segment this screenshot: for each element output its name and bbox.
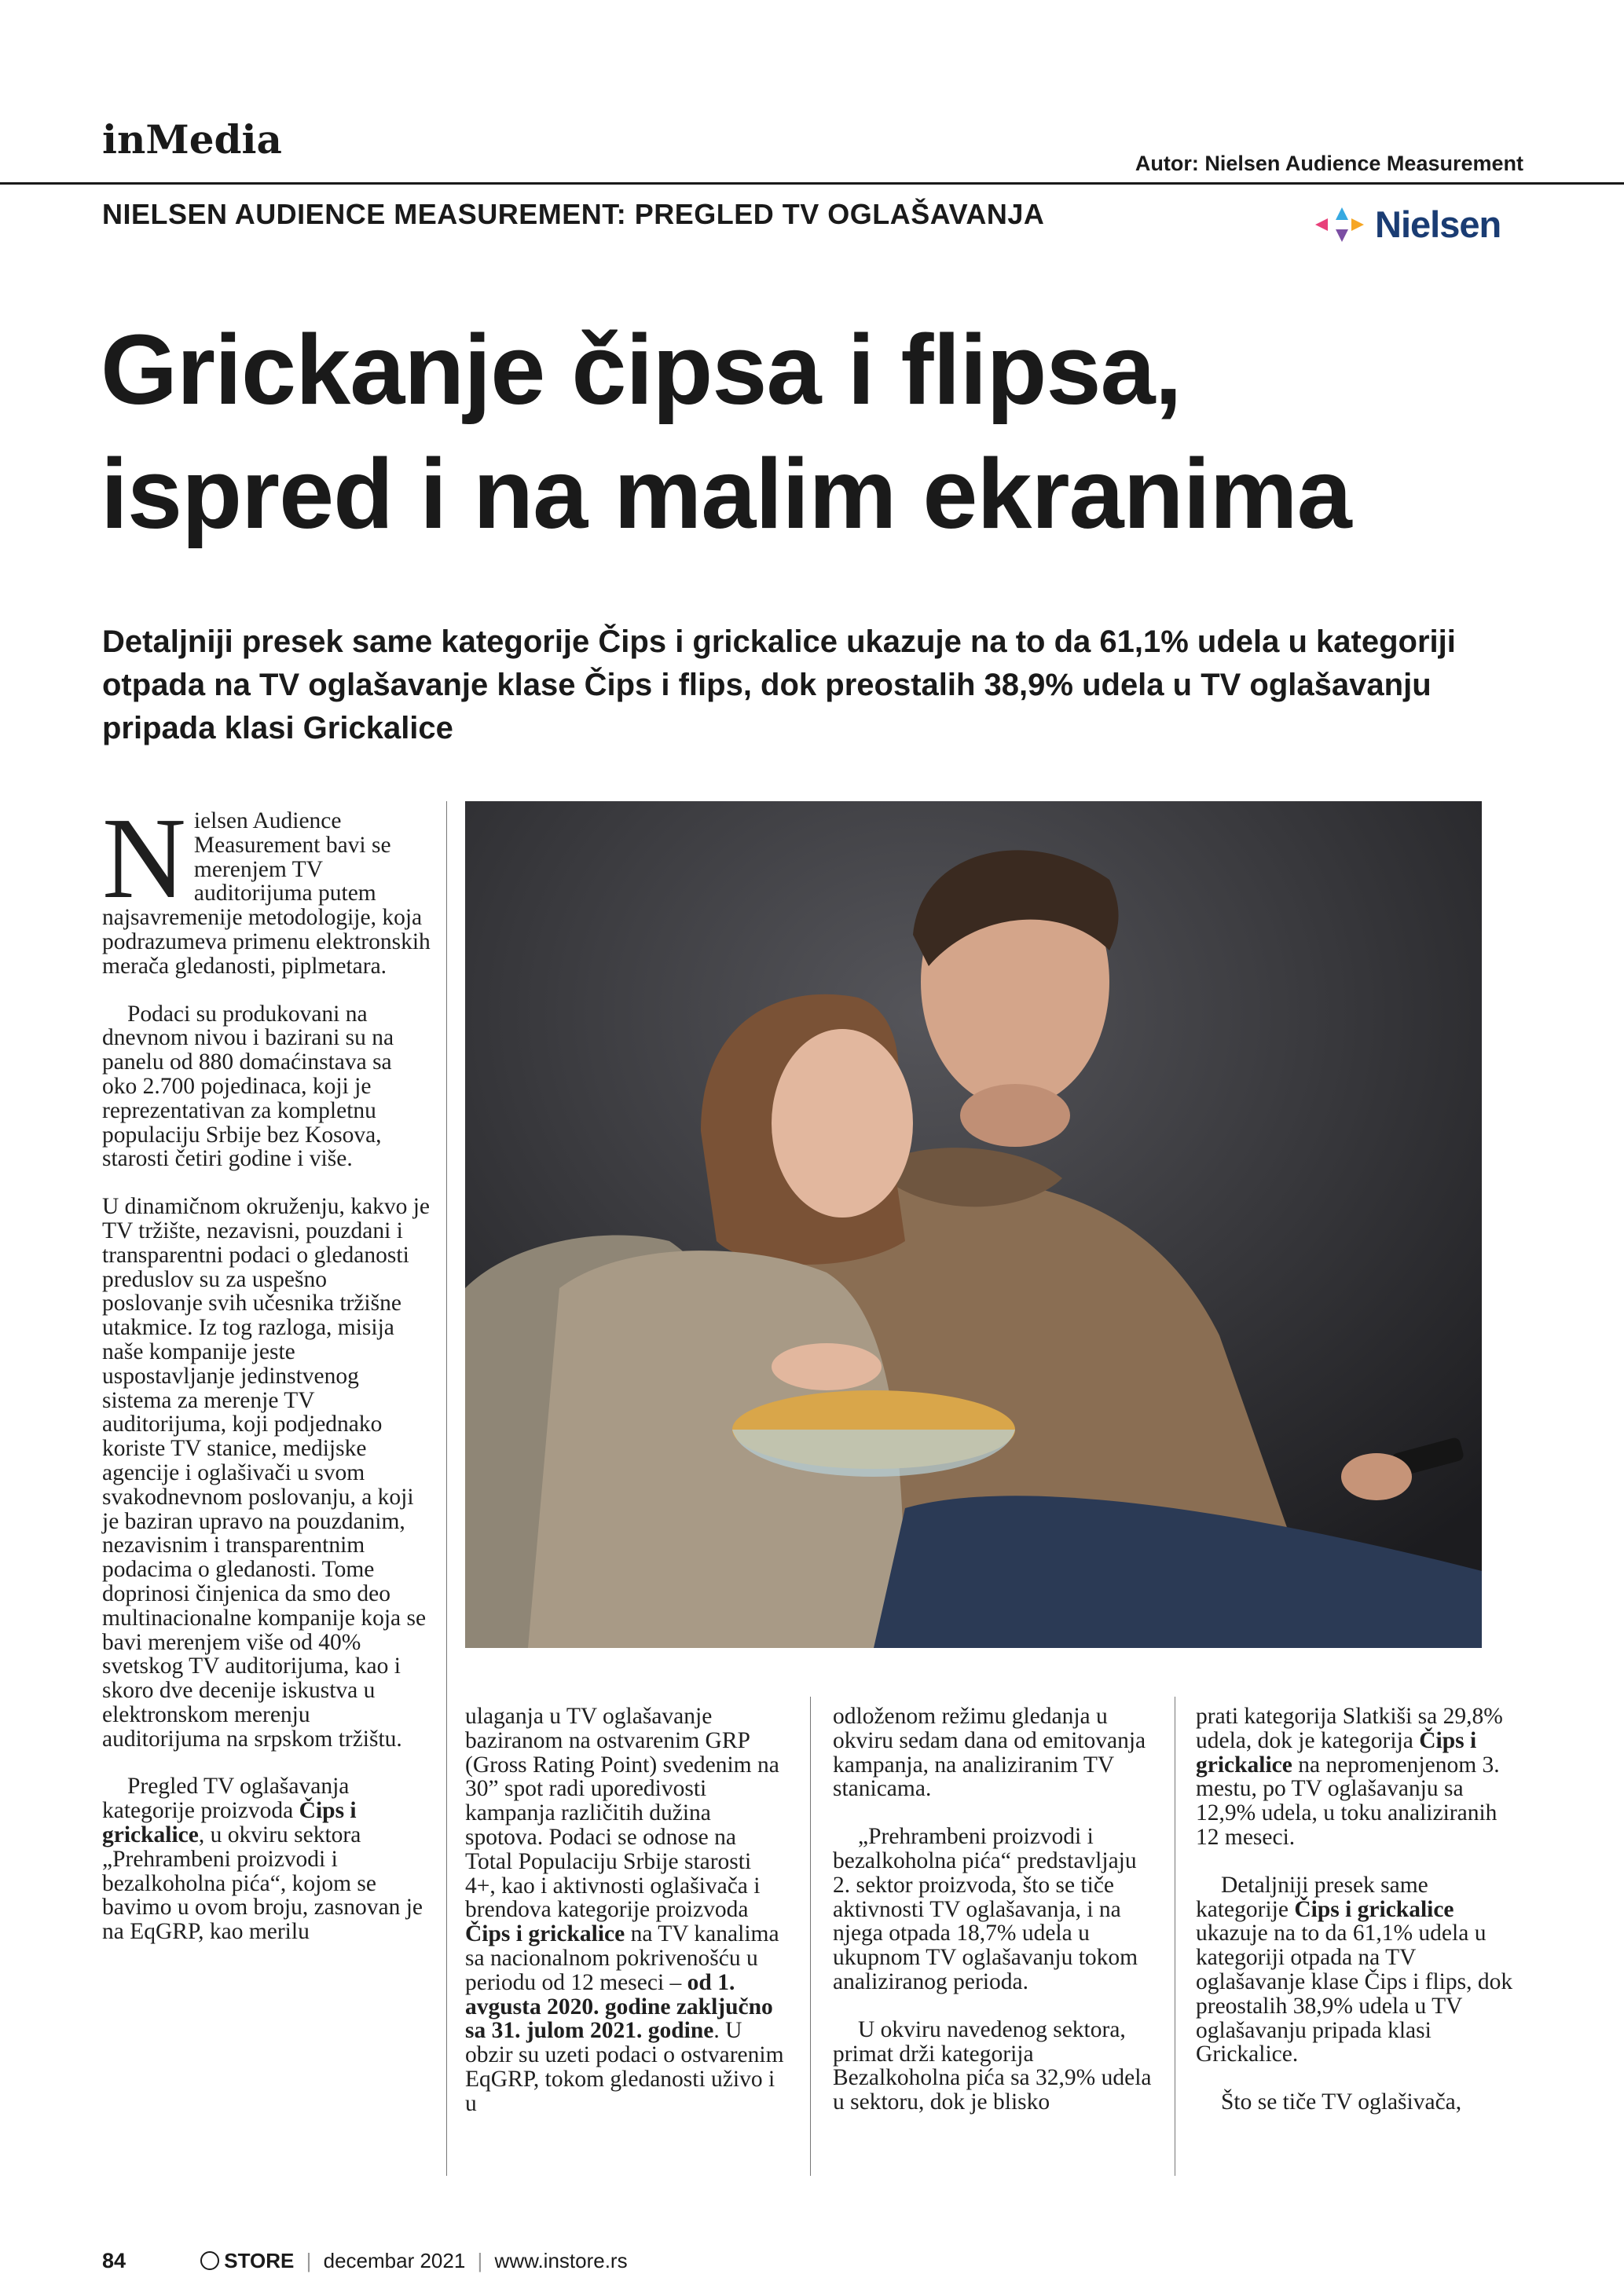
paragraph: U dinamičnom okruženju, kakvo je TV tržište, nezavisni, pouzdani i transparentni podaci o gledanosti preduslov su za uspešno poslovanje svih učesnika tržišne utakmice. Iz tog razloga, misija naše kompanije jeste uspostavljanje jedinstvenog sistema za merenje TV auditorijuma, koji podjednako koriste TV stanice, medijske agencije i oglašivači u svom svakodnevnom poslovanju, a koji je baziran upravo na pouzdanim, nezavisnim i transparentnim podacima o gledanosti. Tome doprinosi činjenica da smo deo multinacionalne kompanije koja se bavi merenjem više od 40% svetskog TV auditorijuma, kao i skoro dve decenije iskustva u elektronskom merenju auditorijuma na srpskom tržištu. [102, 1194, 430, 1752]
issue-date: decembar 2021 [323, 2249, 466, 2272]
paragraph: Što se tiče TV oglašivača, [1221, 2089, 1462, 2115]
article-column-2 [465, 1705, 787, 2140]
page-number: 84 [102, 2249, 126, 2272]
column-divider [810, 1697, 811, 2176]
article-lead: Detaljniji presek same kategorije Čips i grickalice ukazuje na to da 61,1% udela u kategoriji otpada na TV oglašavanje klase Čips i flips, dok preostalih 38,9% udela u TV oglašavanju pripada klasi Grickalice [102, 624, 1456, 745]
paragraph: Detaljniji presek same kategorije Čips i grickalice ukazuje na to da 61,1% udela u kategoriji otpada na TV oglašavanje klase Čips i flips, dok preostalih 38,9% udela u TV oglašavanju pripada klasi Grickalice. [1196, 1872, 1513, 2067]
column-divider [446, 801, 447, 2176]
couple-watching-tv-photo [465, 801, 1482, 1648]
title-line-1: Grickanje čipsa i flipsa, [101, 314, 1182, 425]
author-line: Autor: Nielsen Audience Measurement [1135, 152, 1523, 175]
photo-illustration-icon [465, 801, 1482, 1648]
store-logo-icon [200, 2251, 219, 2270]
section-name: inMedia [102, 116, 282, 163]
nielsen-logo-text: Nielsen [1375, 203, 1501, 245]
footer-separator: | [306, 2249, 312, 2272]
drop-cap: N [102, 794, 186, 923]
nielsen-logo-icon [1314, 203, 1369, 247]
footer-separator: | [477, 2249, 483, 2272]
paragraph: „Prehrambeni proizvodi i bezalkoholna pića“ predstavljaju 2. sektor proizvoda, što se tiče aktivnosti TV oglašavanja, i na njega otpada 18,7% udela u ukupnom TV oglašavanju tokom analiziranog perioda. [833, 1824, 1138, 1994]
article-title [101, 308, 1538, 556]
nielsen-logo [1314, 203, 1534, 247]
article-column-4 [1196, 1705, 1518, 2138]
paragraph [102, 794, 432, 979]
magazine-brand: STORE [200, 2249, 299, 2272]
paragraph: Podaci su produkovani na dnevnom nivou i bazirani su na panelu od 880 domaćinstava sa oko 2.700 pojedinaca, koji je reprezentativan za kompletnu populaciju Srbije bez Kosova, starosti četiri godine i više. [102, 1001, 394, 1172]
article-column-1 [102, 794, 432, 1968]
article-kicker: NIELSEN AUDIENCE MEASUREMENT: PREGLED TV OGLAŠAVANJA [102, 198, 1045, 230]
paragraph: U okviru navedenog sektora, primat drži kategorija Bezalkoholna pića sa 32,9% udela u sektoru, dok je blisko [833, 2016, 1152, 2115]
website-link[interactable]: www.instore.rs [494, 2249, 628, 2272]
header-divider [0, 182, 1624, 185]
paragraph: Pregled TV oglašavanja kategorije proizvoda Čips i grickalice, u okviru sektora „Prehrambeni proizvodi i bezalkoholna pića“, kojom se bavimo u ovom broju, zasnovan je na EqGRP, kao merilu [102, 1774, 423, 1945]
title-line-2: ispred i na malim ekranima [101, 438, 1351, 549]
paragraph: odloženom režimu gledanja u okviru sedam dana od emitovanja kampanja, na analiziranim TV stanicama. [833, 1704, 1146, 1802]
page-footer [102, 2249, 628, 2273]
article-column-3 [833, 1705, 1155, 2138]
paragraph-text: ielsen Audience Measurement bavi se merenjem TV auditorijuma putem najsavremenije metodologije, koja podrazumeva primenu elektronskih merača gledanosti, piplmetara. [102, 808, 431, 979]
paragraph: ulaganja u TV oglašavanje baziranom na ostvarenim GRP (Gross Rating Point) svedenim na 30” spot radi uporedivosti kampanja različitih dužina spotova. Podaci se odnose na Total Populaciju Srbije starosti 4+, kao i aktivnosti oglašivača i brendova kategorije proizvoda Čips i grickalice na TV kanalima sa nacionalnom pokrivenošću u periodu od 12 meseci – od 1. avgusta 2020. godine zaključno sa 31. julom 2021. godine. U obzir su uzeti podaci o ostvarenim EqGRP, tokom gledanosti uživo i u [465, 1704, 784, 2116]
paragraph: prati kategorija Slatkiši sa 29,8% udela, dok je kategorija Čips i grickalice na nepromenjenom 3. mestu, po TV oglašavanju sa 12,9% udela, u toku analiziranih 12 meseci. [1196, 1704, 1503, 1850]
